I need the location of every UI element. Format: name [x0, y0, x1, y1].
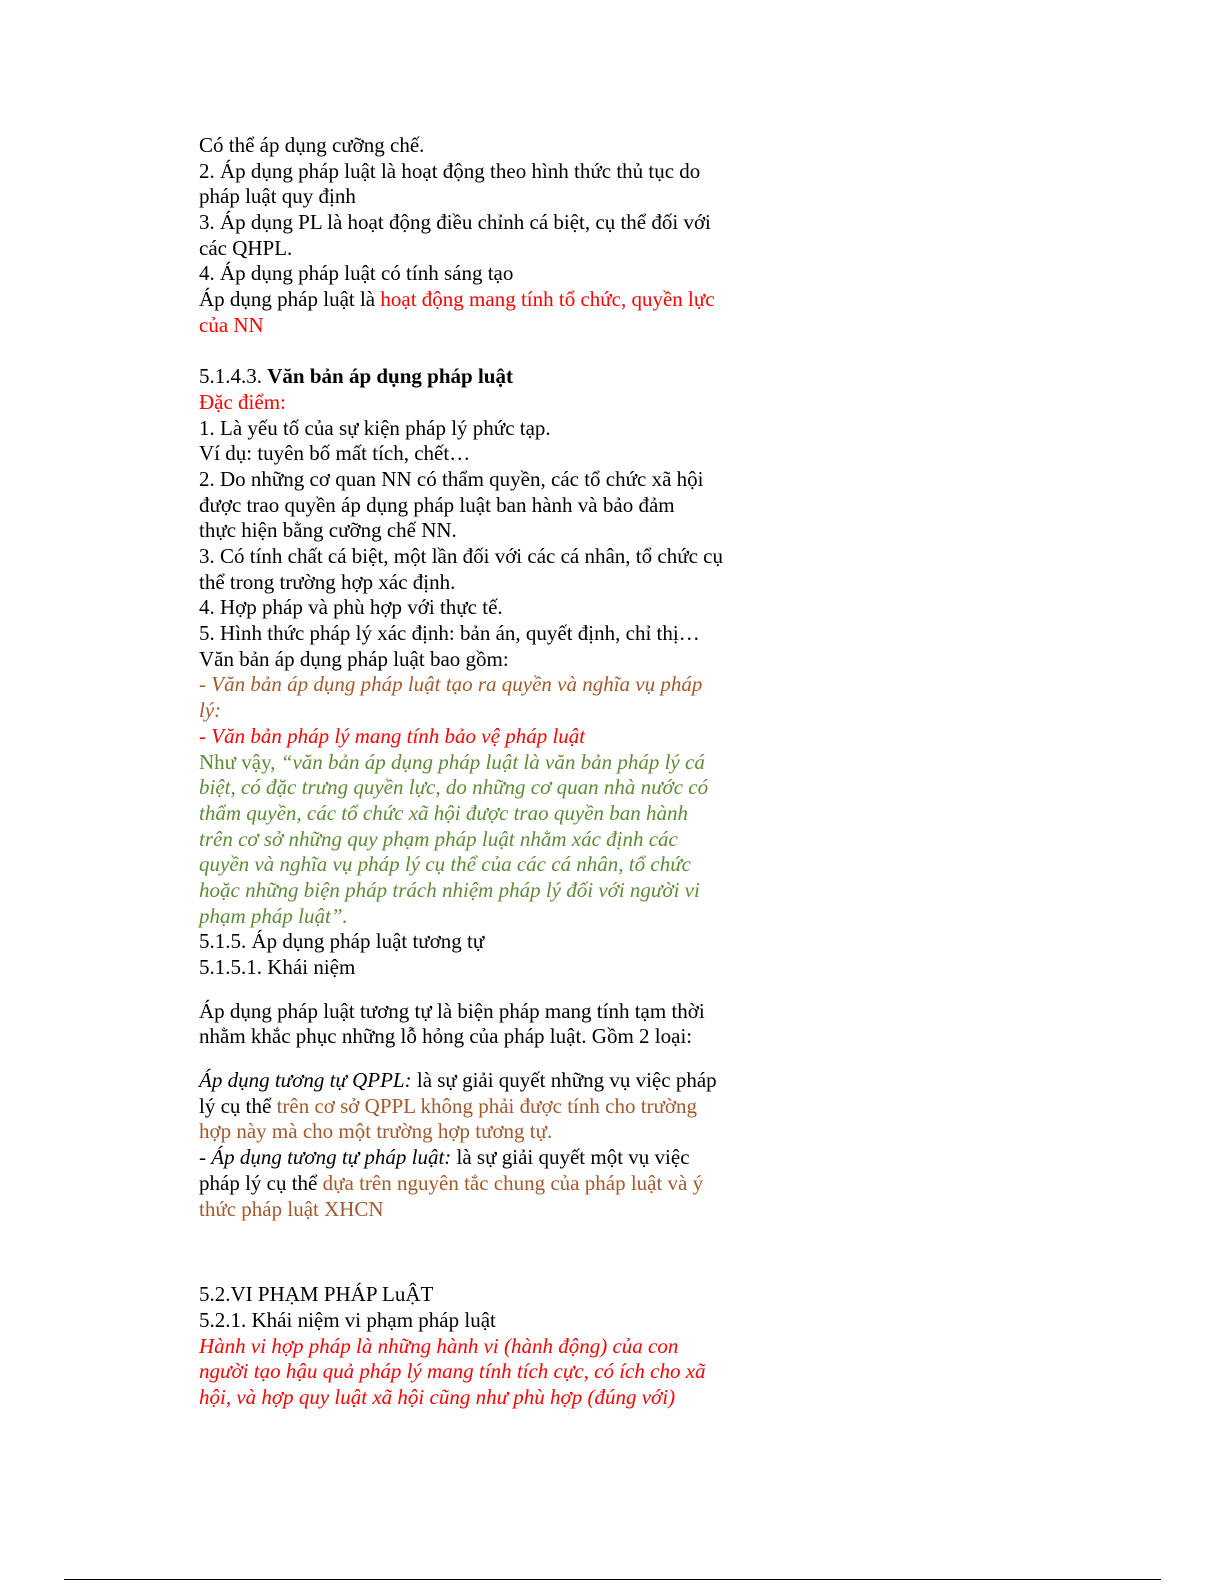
blank-line — [199, 339, 779, 365]
text-line: 4. Hợp pháp và phù hợp với thực tế. — [199, 595, 503, 620]
text-run: Như vậy, — [199, 749, 281, 774]
text-line: 4. Áp dụng pháp luật có tính sáng tạo — [199, 261, 514, 286]
highlighted-text: của NN — [199, 312, 264, 337]
text-line: được trao quyền áp dụng pháp luật ban hành và bảo đảm — [199, 492, 675, 517]
quote-line: biệt, có đặc trưng quyền lực, do những cơ quan nhà nước có — [199, 775, 709, 800]
blank-line — [199, 1050, 779, 1068]
section-heading: 5.1.5.1. Khái niệm — [199, 955, 356, 979]
section-heading — [199, 364, 779, 390]
highlighted-text: trên cơ sở QPPL không phải được tính cho trường — [276, 1093, 698, 1118]
text-line: thể trong trường hợp xác định. — [199, 569, 456, 594]
quote-line: thẩm quyền, các tổ chức xã hội được trao quyền ban hành — [199, 800, 688, 825]
term: Áp dụng tương tự pháp luật: — [211, 1145, 452, 1170]
highlighted-text: hội, và hợp quy luật xã hội cũng như phù hợp (đúng với) — [199, 1384, 676, 1409]
quote-line: trên cơ sở những quy phạm pháp luật nhằm xác định các — [199, 826, 678, 851]
highlighted-text: dựa trên nguyên tắc chung của pháp luật và ý — [322, 1170, 704, 1195]
text-line: Áp dụng pháp luật tương tự là biện pháp mang tính tạm thời — [199, 998, 705, 1023]
document-page — [199, 133, 779, 1411]
blank-line — [199, 981, 779, 999]
text-line: 5. Hình thức pháp lý xác định: bản án, quyết định, chỉ thị… — [199, 621, 700, 646]
text-line — [199, 1145, 779, 1171]
quote-text: “văn bản áp dụng pháp luật là văn bản pháp lý cá — [280, 749, 705, 774]
list-item: - Văn bản áp dụng pháp luật tạo ra quyền và nghĩa vụ pháp — [199, 672, 703, 697]
section-heading: 5.2.1. Khái niệm vi phạm pháp luật — [199, 1307, 496, 1332]
text-line: 2. Áp dụng pháp luật là hoạt động theo hình thức thủ tục do — [199, 158, 701, 183]
text-line: Ví dụ: tuyên bố mất tích, chết… — [199, 441, 471, 466]
list-item: - Văn bản pháp lý mang tính bảo vệ pháp luật — [199, 723, 586, 748]
section-title: Văn bản áp dụng pháp luật — [267, 364, 513, 389]
text-line: 3. Có tính chất cá biệt, một lần đối với các cá nhân, tổ chức cụ — [199, 544, 723, 568]
section-heading: 5.1.5. Áp dụng pháp luật tương tự — [199, 929, 485, 954]
section-number: 5.1.4.3. — [199, 364, 268, 389]
text-run: pháp lý cụ thể — [199, 1170, 323, 1195]
page-bottom-rule — [64, 1579, 1161, 1580]
text-line: Có thể áp dụng cưỡng chế. — [199, 133, 425, 157]
text-run: Áp dụng pháp luật là — [199, 287, 381, 312]
quote-line: quyền và nghĩa vụ pháp lý cụ thể của các cá nhân, tổ chức — [199, 852, 691, 877]
subheading: Đặc điểm: — [199, 389, 286, 414]
list-item: lý: — [199, 698, 222, 723]
text-line — [199, 1094, 779, 1120]
quote-line: phạm pháp luật”. — [199, 903, 348, 928]
section-heading: 5.2.VI PHẠM PHÁP LuẬT — [199, 1282, 434, 1307]
text-line: pháp luật quy định — [199, 184, 356, 209]
highlighted-text: hợp này mà cho một trường hợp tương tự. — [199, 1119, 553, 1144]
text-line: các QHPL. — [199, 235, 293, 260]
text-run: lý cụ thể — [199, 1093, 277, 1118]
text-run: - — [199, 1145, 212, 1170]
text-line: thực hiện bằng cưỡng chế NN. — [199, 518, 457, 543]
highlighted-text: Hành vi hợp pháp là những hành vi (hành động) của con — [199, 1333, 679, 1358]
highlighted-text: người tạo hậu quả pháp lý mang tính tích cực, có ích cho xã — [199, 1359, 706, 1384]
text-line: 2. Do những cơ quan NN có thẩm quyền, các tổ chức xã hội — [199, 466, 704, 491]
highlighted-text: thức pháp luật XHCN — [199, 1196, 384, 1221]
text-run: là sự giải quyết một vụ việc — [451, 1145, 690, 1170]
text-line: 3. Áp dụng PL là hoạt động điều chỉnh cá biệt, cụ thể đối với — [199, 210, 711, 235]
blank-line — [199, 1222, 779, 1282]
text-line — [199, 1068, 779, 1094]
text-line: nhằm khắc phục những lỗ hỏng của pháp luật. Gồm 2 loại: — [199, 1024, 693, 1049]
text-line: Văn bản áp dụng pháp luật bao gồm: — [199, 646, 509, 671]
text-line: 1. Là yếu tố của sự kiện pháp lý phức tạp. — [199, 415, 551, 440]
quote-line: hoặc những biện pháp trách nhiệm pháp lý đối với người vi — [199, 877, 700, 902]
quote-line — [199, 750, 779, 776]
text-run: là sự giải quyết những vụ việc pháp — [411, 1068, 717, 1093]
highlighted-text: hoạt động mang tính tổ chức, quyền lực — [380, 287, 715, 312]
text-line — [199, 1171, 779, 1197]
text-line — [199, 287, 779, 313]
term: Áp dụng tương tự QPPL: — [199, 1068, 412, 1093]
